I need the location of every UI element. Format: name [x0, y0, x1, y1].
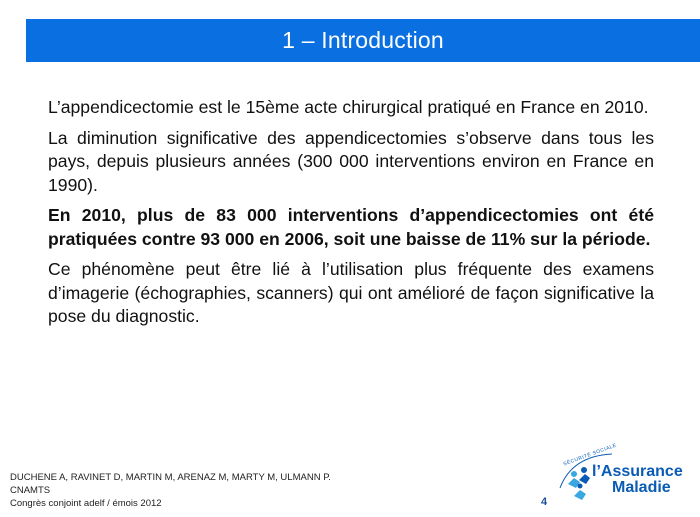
logo-text	[592, 464, 683, 496]
logo-line-2: Maladie	[612, 479, 671, 496]
paragraph-2: La diminution significative des appendicectomies s’observe dans tous les pays, depuis plusieurs années (300 000 interventions environ en France en 1990).	[48, 127, 654, 195]
paragraph-3-highlight: En 2010, plus de 83 000 interventions d’appendicectomies ont été pratiquées contre 93 000 en 2006, soit une baisse de 11% sur la période.	[48, 205, 654, 249]
paragraph-1: L’appendicectomie est le 15ème acte chirurgical pratiqué en France en 2010.	[48, 97, 649, 117]
logo-line-1: l’Assurance	[592, 463, 683, 480]
assurance-maladie-logo	[552, 442, 700, 508]
page-title: 1 – Introduction	[282, 27, 444, 53]
page-number: 4	[541, 496, 548, 508]
title-bar	[26, 19, 700, 62]
footer-credits	[10, 471, 331, 510]
paragraph-4: Ce phénomène peut être lié à l’utilisation plus fréquente des examens d’imagerie (échographies, scanners) qui ont amélioré de façon significative la pose du diagnostic.	[48, 259, 654, 326]
footer-authors: DUCHENE A, RAVINET D, MARTIN M, ARENAZ M, MARTY M, ULMANN P.	[10, 472, 331, 483]
footer-event: Congrès conjoint adelf / émois 2012	[10, 498, 162, 509]
logo-arc-label: SÉCURITÉ SOCIALE	[562, 442, 618, 468]
footer-organization: CNAMTS	[10, 485, 51, 496]
slide-content	[48, 96, 654, 336]
